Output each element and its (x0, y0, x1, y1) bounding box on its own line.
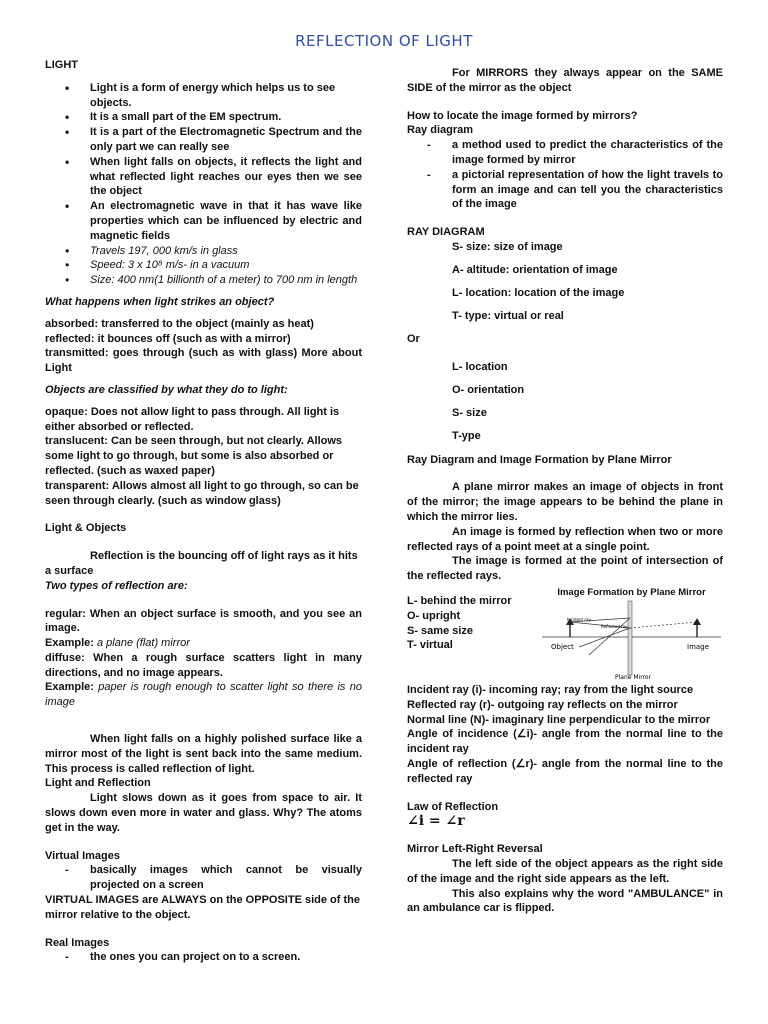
transmitted-text: goes through (such as with glass) More about Light (45, 347, 362, 375)
locate-question: How to locate the image formed by mirrors? (407, 109, 638, 122)
list-item: • Size: 400 nm(1 billionth of a meter) to 700 nm in length (45, 273, 362, 288)
transparent-term: transparent: (45, 479, 110, 492)
list-item: • When light falls on objects, it reflects the light and what reflected light reaches our eyes then we see the object (45, 155, 362, 199)
image-label: Image (687, 643, 709, 651)
diffuse-text: When a rough surface scatters light in many directions, and no image appears. (45, 651, 362, 679)
light-bullet-list (45, 81, 362, 288)
mirrors-same-side: For MIRRORS they always appear on the SAME SIDE of the mirror as the object (407, 67, 723, 94)
regular-text: When an object surface is smooth, and you see an image. (45, 607, 362, 635)
example1-term: Example: (45, 637, 94, 650)
list-item: L- location: location of the image (452, 287, 625, 300)
translucent-term: translucent: (45, 435, 108, 448)
ray-dash-list (407, 138, 723, 212)
aor-text: - angle from the normal line to the reflected ray (407, 757, 723, 785)
list-item: O- orientation (452, 384, 525, 397)
right-column-lower (407, 683, 723, 916)
incident-term: Incident ray (i) (407, 684, 483, 696)
reversal-paragraph-1: The left side of the object appears as the right side of the image and the right side appears as the left. (407, 857, 723, 885)
transmitted-line (45, 346, 362, 376)
normal-term: Normal line (N) (407, 713, 486, 726)
aoi-term: Angle of incidence (∠i) (407, 728, 534, 741)
reflected-label: Reflected ray (601, 624, 628, 629)
reversal-paragraph-2: This also explains why the word "AMBULANCE" in an ambulance car is flipped. (407, 887, 723, 915)
list-item: L- location (452, 361, 508, 374)
object-label: Object (551, 643, 574, 651)
plane-mirror-heading: Ray Diagram and Image Formation by Plane Mirror (407, 453, 672, 466)
list-item: O- upright (407, 609, 461, 622)
plane-paragraph-1: A plane mirror makes an image of objects in front of the mirror; the image appears to be behind the plane in which the mirror lies. (407, 481, 723, 523)
transparent-line (45, 479, 362, 509)
aoi-def (407, 727, 723, 757)
opaque-text: Does not allow light to pass through. All light is either absorbed or reflected. (45, 405, 340, 433)
reflection-definition (45, 549, 362, 579)
incident-ray-line (407, 683, 723, 698)
real-images-heading: Real Images (45, 936, 110, 949)
list-item: A- altitude: orientation of image (452, 264, 618, 277)
strikes-question: What happens when light strikes an object? (45, 295, 275, 308)
example2-term: Example: (45, 681, 94, 694)
list-item: - the ones you can project on to a screen. (45, 950, 362, 965)
absorbed-line (45, 317, 362, 332)
light-objects-heading: Light & Objects (45, 522, 127, 535)
incident-text: - incoming ray; ray from the light source (482, 684, 694, 696)
list-item: • Light is a form of energy which helps us to see objects. (45, 81, 362, 111)
list-item: • It is a part of the Electromagnetic Spectrum and the only part we can really see (45, 125, 362, 155)
list-item: - a method used to predict the characteristics of the image formed by mirror (407, 138, 723, 168)
list-item: • An electromagnetic wave in that it has wave like properties which can be influenced by electric and magnetic fields (45, 199, 362, 243)
diffuse-term: diffuse: (45, 651, 85, 664)
lost-list (407, 360, 723, 444)
plane-mirror-diagram (539, 585, 724, 680)
slows-paragraph: Light slows down as it goes from space to air. It slows down even more in water and glass. Why? The atoms get in the way. (45, 792, 362, 834)
list-item: • Travels 197, 000 km/s in glass (45, 244, 362, 259)
reflected-line (45, 332, 362, 347)
light-reflection-heading: Light and Reflection (45, 777, 151, 790)
list-item: S- size: size of image (452, 240, 563, 253)
normal-text: - imaginary line perpendicular to the mirror (485, 713, 711, 726)
opaque-line (45, 405, 362, 435)
image-arrowhead (693, 618, 701, 625)
virtual-images-heading: Virtual Images (45, 849, 120, 862)
list-item: T- virtual (407, 639, 453, 652)
list-item: • It is a small part of the EM spectrum. (45, 110, 362, 125)
plane-mirror-figure (539, 585, 724, 680)
reflection-text: is the bouncing off of light rays as it hits a surface (45, 550, 358, 577)
law-heading: Law of Reflection (407, 800, 499, 813)
reflected-term: Reflected ray (r) (407, 698, 491, 711)
polished-paragraph: When light falls on a highly polished surface like a mirror most of the light is sent back into the same medium. This process is called reflection of light. (45, 733, 362, 775)
absorbed-term: absorbed: (45, 317, 99, 330)
aor-def (407, 757, 723, 787)
example2-text: paper is rough enough to scatter light so there is no image (45, 681, 362, 709)
page-title: REFLECTION OF LIGHT (295, 32, 473, 50)
reflected-term: reflected: (45, 332, 95, 345)
list-item: S- size (452, 407, 487, 420)
plane-paragraph-3: The image is formed at the point of intersection of the reflected rays. (407, 555, 723, 583)
transmitted-term: transmitted: (45, 347, 109, 360)
law-formula: ∠i = ∠r (407, 813, 465, 830)
translucent-line (45, 434, 362, 478)
ray-diagram-label: Ray diagram (407, 124, 474, 137)
regular-term: regular: (45, 607, 86, 620)
classified-question: Objects are classified by what they do to light: (45, 383, 288, 396)
normal-line-def (407, 713, 723, 728)
real-dash-list (45, 950, 362, 965)
absorbed-text: transferred to the object (mainly as heat) (98, 317, 314, 330)
diffuse-line (45, 651, 362, 681)
virtual-dash-list (45, 863, 362, 893)
ray-diagram-heading: RAY DIAGRAM (407, 226, 485, 239)
right-column (407, 58, 723, 584)
list-item: L- behind the mirror (407, 595, 512, 607)
example1-text: a plane (flat) mirror (93, 637, 190, 650)
list-item: • Speed: 3 x 10⁸ m/s- in a vacuum (45, 258, 362, 273)
salt-list (407, 240, 723, 324)
reversal-heading: Mirror Left-Right Reversal (407, 843, 543, 856)
plane-paragraph-2: An image is formed by reflection when two or more reflected rays of a point meet at a single point. (407, 525, 723, 553)
regular-line (45, 607, 362, 637)
aoi-text: - angle from the normal line to the incident ray (407, 728, 723, 756)
two-types-heading: Two types of reflection are: (45, 579, 188, 592)
virtual-always-line: VIRTUAL IMAGES are ALWAYS on the OPPOSITE side of the mirror relative to the object. (45, 894, 360, 921)
mirror-label: Plane Mirror (615, 674, 652, 680)
reflected-text: - outgoing ray reflects on the mirror (490, 698, 678, 711)
list-item: - a pictorial representation of how the light travels to form an image and can tell you the characteristics of the image (407, 168, 723, 212)
example1-line (45, 636, 362, 651)
list-item: T- type: virtual or real (452, 310, 564, 323)
mirror-icon (628, 601, 632, 675)
light-heading: LIGHT (45, 59, 78, 71)
example2-line (45, 680, 362, 710)
list-item: S- same size (407, 624, 474, 637)
reflected-ray-line (579, 628, 630, 647)
transparent-text: Allows almost all light to go through, so can be seen through clearly. (such as window glass) (45, 479, 359, 507)
virtual-ray-line (630, 622, 697, 628)
reflected-text: it bounces off (such as with a mirror) (94, 332, 291, 345)
list-item: - basically images which cannot be visually projected on a screen (45, 863, 362, 893)
or-label: Or (407, 333, 420, 346)
left-column (45, 58, 362, 965)
list-item: T-ype (452, 430, 481, 443)
reflected-ray-line (407, 698, 723, 713)
diagram-title: Image Formation by Plane Mirror (557, 587, 706, 598)
translucent-text: Can be seen through, but not clearly. Allows some light to go through, but some is also absorbed or reflected. (such as waxed paper) (45, 435, 343, 477)
reflection-word: Reflection (90, 550, 144, 563)
incident-label: Incident ray (567, 617, 591, 622)
opaque-term: opaque: (45, 405, 88, 418)
lous-list (407, 594, 532, 653)
aor-term: Angle of reflection (∠r) (407, 757, 534, 770)
